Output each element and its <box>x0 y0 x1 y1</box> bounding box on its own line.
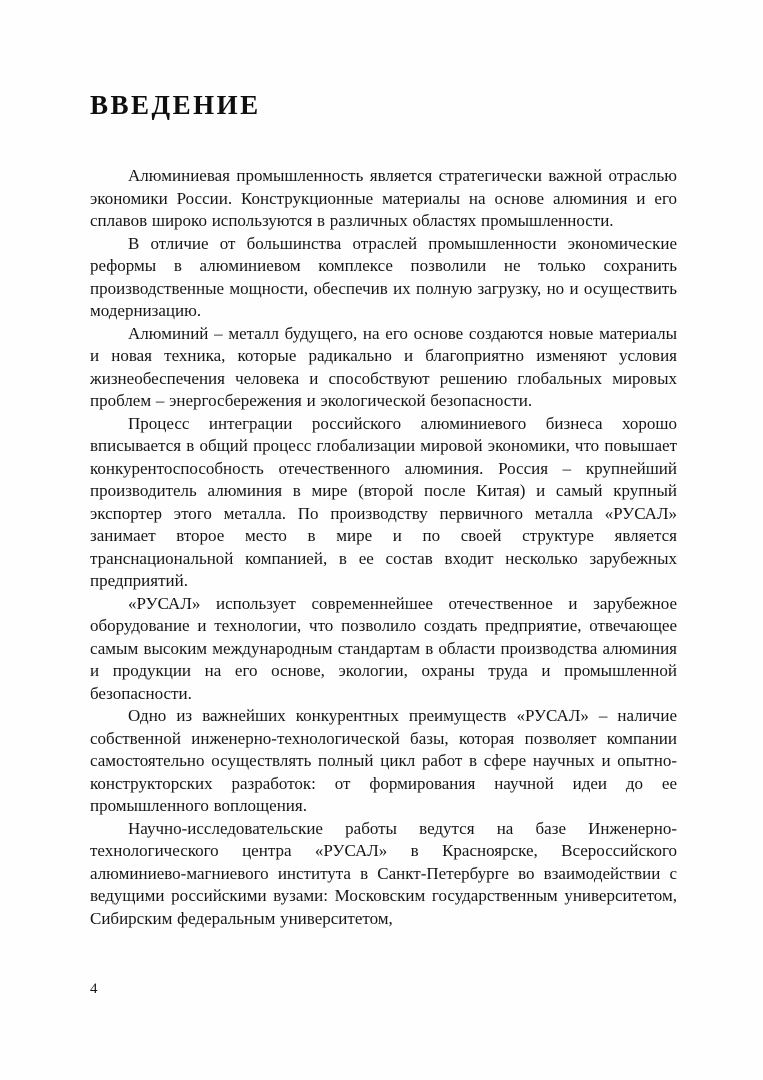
body-text <box>90 165 677 930</box>
page-title: ВВЕДЕНИЕ <box>90 90 261 120</box>
paragraph: В отличие от большинства отраслей промышленности экономические реформы в алюминиевом комплексе позволили не только сохранить производственные мощности, обеспечив их полную загрузку, но и осуществить модернизацию. <box>90 233 677 320</box>
paragraph: Процесс интеграции российского алюминиевого бизнеса хорошо вписывается в общий процесс глобализации мировой экономики, что повышает конкурентоспособность отечественного алюминия. Россия – крупнейший производитель алюминия в мире (второй после Китая) и самый крупный экспортер этого металла. По производству первичного металла «РУСАЛ» занимает второе место в мире и по своей структуре является транснациональной компанией, в ее состав входит несколько зарубежных предприятий. <box>90 413 677 590</box>
paragraph: Одно из важнейших конкурентных преимуществ «РУСАЛ» – наличие собственной инженерно-технологической базы, которая позволяет компании самостоятельно осуществлять полный цикл работ в сфере научных и опытно-конструкторских разработок: от формирования научной идеи до ее промышленного воплощения. <box>90 706 677 815</box>
paragraph: «РУСАЛ» использует современнейшее отечественное и зарубежное оборудование и технологии, что позволило создать предприятие, отвечающее самым высоким международным стандартам в области производства алюминия и продукции на его основе, экологии, охраны труда и промышленной безопасности. <box>90 593 677 703</box>
paragraph: Алюминий – металл будущего, на его основе создаются новые материалы и новая техника, которые радикально и благоприятно изменяют условия жизнеобеспечения человека и способствуют решению глобальных мировых проблем – энергосбережения и экологической безопасности. <box>90 323 677 410</box>
paragraph: Алюминиевая промышленность является стратегически важной отраслью экономики России. Конструкционные материалы на основе алюминия и его сплавов широко используются в различных областях промышленности. <box>90 166 677 230</box>
paragraph: Научно-исследовательские работы ведутся на базе Инженерно-технологического центра «РУСАЛ» в Красноярске, Всероссийского алюминиево-магниевого института в Санкт-Петербурге во взаимодействии с ведущими российскими вузами: Московским государственным университетом, Сибирским федеральным университетом, <box>90 818 677 928</box>
page-number: 4 <box>90 981 98 997</box>
